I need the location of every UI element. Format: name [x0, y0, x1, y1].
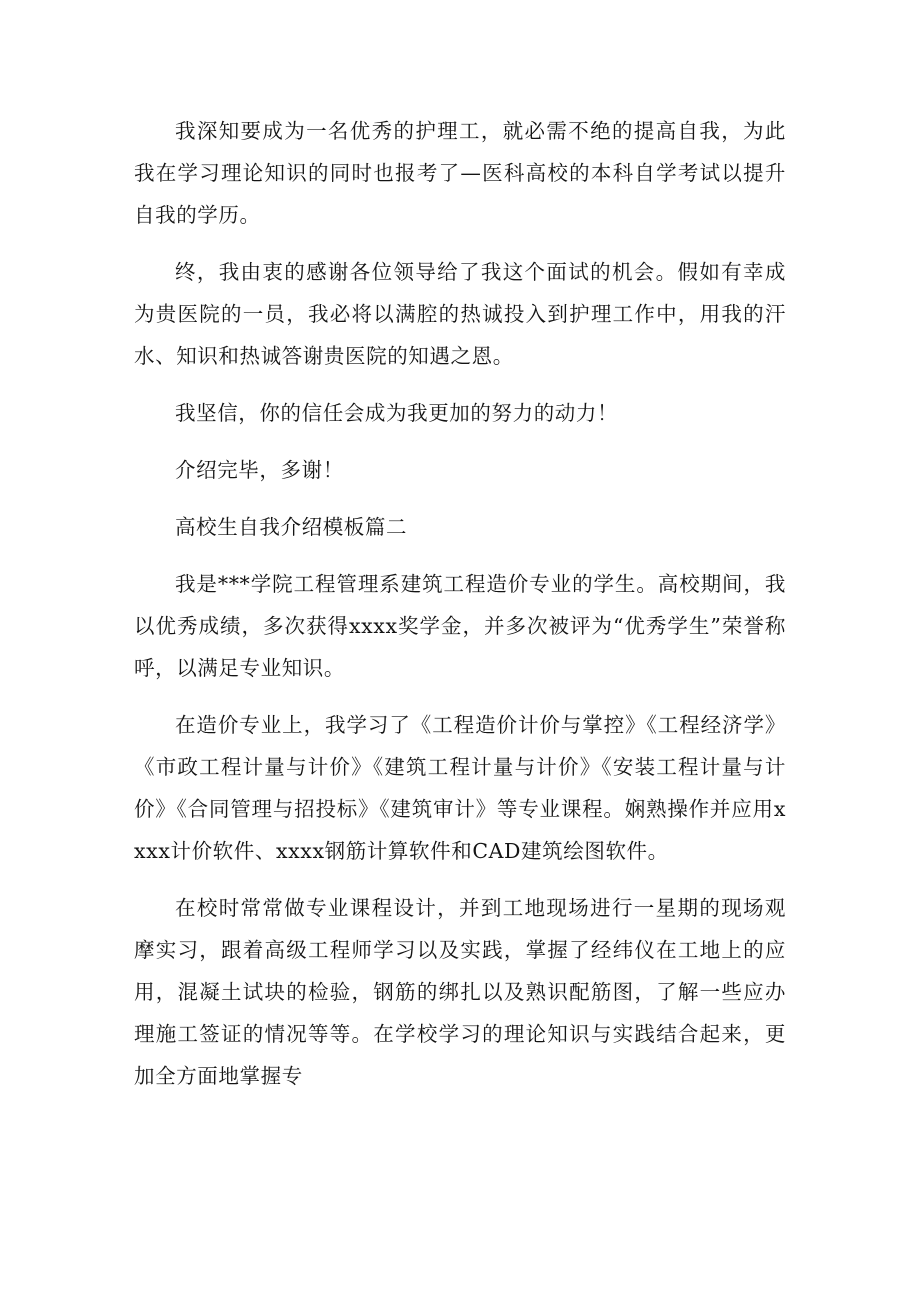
paragraph-courses: 在造价专业上，我学习了《工程造价计价与掌控》《工程经济学》《市政工程计量与计价》《建筑工程计量与计价》《安装工程计量与计价》《合同管理与招投标》《建筑审计》等专业课程。娴熟操作并应用xxxx计价软件、xxxx钢筋计算软件和CAD建筑绘图软件。 — [134, 713, 786, 863]
paragraph-self-improvement: 我深知要成为一名优秀的护理工，就必需不绝的提高自我，为此我在学习理论知识的同时也报考了—医科高校的本科自学考试以提升自我的学历。 — [134, 119, 786, 227]
document-body — [134, 110, 786, 1112]
paragraph-closing: 介绍完毕，多谢！ — [175, 458, 344, 482]
paragraph-intro: 我是***学院工程管理系建筑工程造价专业的学生。高校期间，我以优秀成绩，多次获得xxxx奖学金，并多次被评为“优秀学生”荣誉称呼，以满足专业知识。 — [134, 572, 786, 680]
paragraph-practice: 在校时常常做专业课程设计，并到工地现场进行一星期的现场观摩实习，跟着高级工程师学习以及实践，掌握了经纬仪在工地上的应用，混凝土试块的检验，钢筋的绑扎以及熟识配筋图，了解一些应办理施工签证的情况等等。在学校学习的理论知识与实践结合起来，更加全方面地掌握专 — [134, 896, 786, 1088]
paragraph-belief: 我坚信，你的信任会成为我更加的努力的动力！ — [175, 401, 619, 425]
paragraph-thanks: 终，我由衷的感谢各位领导给了我这个面试的机会。假如有幸成为贵医院的一员，我必将以满腔的热诚投入到护理工作中，用我的汗水、知识和热诚答谢贵医院的知遇之恩。 — [134, 260, 786, 368]
section-heading: 高校生自我介绍模板篇二 — [175, 515, 408, 539]
